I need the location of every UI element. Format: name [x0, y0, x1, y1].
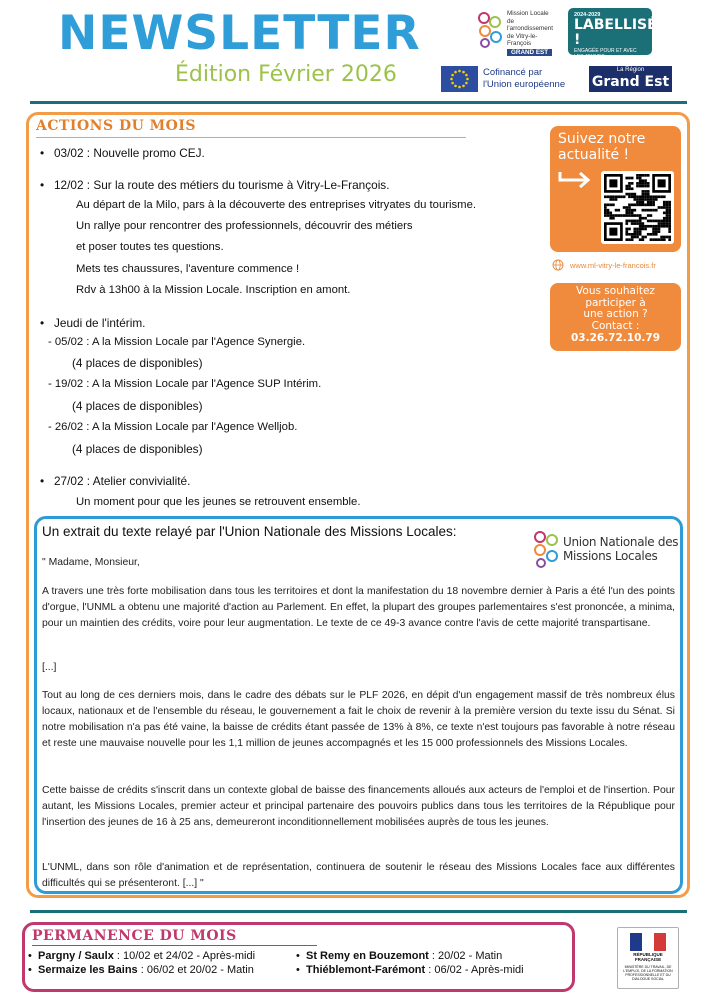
mission-locale-logo: [476, 10, 561, 56]
interim-suffix: .: [318, 378, 322, 390]
extrait-paragraph-2: Tout au long de ces derniers mois, dans le cadre des débats sur le PLF 2026, en dépit d'un engagement massif de très nombreux élus locaux, nationaux et de l'ensemble du réseau, le gouvernement a fait le choix de revenir à la première version du texte issu du Sénat. Si notre mobilisation n'a pas été vaine, la baisse de crédits étant passée de 13% à 8%, ce texte n'est toujours pas favorable à notre réseau et reste une mauvaise nouvelle pour les 1,1 million de jeunes accompagnés et les 15 000 professionnels des Missions Locales.: [42, 690, 675, 749]
globe-icon: [552, 259, 564, 271]
interim-prefix: - 19/02 : A la Mission Locale par l': [48, 378, 216, 390]
permanence-place: Pargny / Saulx: [38, 950, 114, 962]
bottom-divider: [30, 910, 687, 913]
labellise-label: LABELLISÉE !: [574, 17, 667, 48]
interim-line: [48, 336, 305, 348]
interim-line: [48, 378, 321, 390]
participate-line: participer à: [585, 296, 646, 309]
action-item-2: • 12/02 : Sur la route des métiers du tourisme à Vitry-Le-François.: [54, 178, 390, 192]
permanence-when: : 20/02 - Matin: [428, 950, 503, 962]
follow-line-1: Suivez notre: [558, 131, 646, 147]
extrait-paragraph-3: Cette baisse de crédits s'inscrit dans un contexte global de baisse des financements alloués aux acteurs de l'emploi et de l'insertion. Pour autant, les Missions Locales, premier acteur et principal partenaire des pouvoirs publics dans tous les territoires de la République pour l'insertion des jeunes de 16 à 25 ans, demeureront inconditionnellement mobilisées auprès de tous les jeunes.: [42, 785, 675, 828]
labellise-subtitle: ENGAGÉE POUR ET AVEC LES JEUNES: [574, 48, 637, 60]
contact-phone[interactable]: 03.26.72.10.79: [570, 332, 660, 344]
interim-places: (4 places de disponibles): [72, 399, 203, 413]
interim-agency: Agence Welljob: [215, 421, 295, 433]
labellise-years: 2024-2029: [574, 12, 601, 18]
permanence-item: [306, 950, 502, 962]
interim-places: (4 places de disponibles): [72, 442, 203, 456]
milo-line-3: de Vitry-le-François: [507, 32, 538, 47]
interim-prefix: - 26/02 : A la Mission Locale par l': [48, 421, 216, 433]
interim-prefix: - 05/02 : A la Mission Locale par l': [48, 336, 216, 348]
extrait-paragraph-1: A travers une très forte mobilisation dans tous les territoires et dont la manifestation du 18 novembre dernier à Paris a été l'un des points d'orgue, l'UNML a obtenu une majorité d'action au Parlement. En effet, la plupart des groupes parlementaires s'est prononcée, a minima, pour un maintien des crédits, voire pour leur augmentation. Le texte de ce 49-3 avance contre l'avis de cette majorité transpartisane.: [42, 586, 675, 629]
participate-line: une action ?: [583, 308, 648, 320]
permanence-place: Sermaize les Bains: [38, 964, 138, 976]
permanence-item: [306, 964, 524, 976]
region-line-1: La Région: [616, 67, 645, 73]
ministere-name: MINISTÈRE DU TRAVAIL, DE L'EMPLOI, DE LA FORMATION PROFESSIONNELLE ET DU DIALOGUE SOCIAL: [623, 965, 673, 981]
region-line-2: Grand Est: [591, 74, 670, 90]
actions-title: ACTIONS DU MOIS: [36, 118, 197, 134]
action-item-3: • Jeudi de l'intérim.: [54, 316, 145, 330]
labellise-badge: [568, 8, 667, 60]
top-divider: [30, 101, 687, 104]
follow-text: [558, 131, 645, 163]
permanence-place: Thiéblemont-Farémont: [306, 964, 426, 976]
qr-code-icon: [604, 174, 671, 241]
milo-badge: GRAND EST: [507, 49, 552, 57]
ministere-rf: RÉPUBLIQUE FRANÇAISE: [633, 952, 663, 962]
permanence-title-rule: [32, 945, 317, 946]
permanence-title: PERMANENCE DU MOIS: [32, 928, 237, 944]
actions-title-rule: [36, 137, 466, 138]
mission-locale-rings-icon: [476, 10, 504, 50]
french-flag-icon: [630, 933, 666, 951]
interim-agency: Agence SUP Intérim: [215, 378, 319, 390]
action-item-1: • 03/02 : Nouvelle promo CEJ.: [54, 146, 205, 160]
permanence-place: St Remy en Bouzemont: [306, 950, 429, 962]
unml-line-2: Missions Locales: [563, 548, 658, 563]
action-item-2-detail: Un rallye pour rencontrer des professionnels, découvrir des métiers: [76, 220, 413, 232]
website-link[interactable]: www.ml-vitry-le-francois.fr: [570, 261, 656, 270]
milo-line-1: Mission Locale: [507, 10, 549, 17]
qr-code[interactable]: [601, 171, 674, 244]
unml-line-1: Union Nationale des: [563, 535, 679, 549]
permanence-when: : 06/02 - Après-midi: [425, 964, 524, 976]
interim-agency: Agence Synergie: [215, 336, 302, 348]
action-item-4-detail: Un moment pour que les jeunes se retrouvent ensemble.: [76, 496, 361, 508]
participate-line: Contact :: [591, 319, 640, 332]
interim-places: (4 places de disponibles): [72, 356, 203, 370]
permanence-item: [38, 950, 255, 962]
action-item-2-detail: Au départ de la Milo, pars à la découverte des entreprises vitryates du tourisme.: [76, 199, 476, 211]
milo-line-2: de l'arrondissement: [507, 17, 553, 32]
eu-line-2: l'Union européenne: [483, 79, 566, 90]
ministere-logo: [617, 927, 679, 989]
interim-line: [48, 421, 297, 433]
permanence-when: : 06/02 et 20/02 - Matin: [137, 964, 254, 976]
follow-line-2: actualité !: [558, 147, 630, 163]
extrait-salutation: " Madame, Monsieur,: [42, 557, 140, 568]
eu-line-1: Cofinancé par: [483, 67, 543, 78]
extrait-ellipsis: [...]: [42, 662, 57, 673]
action-item-2-detail: et poser toutes tes questions.: [76, 241, 224, 253]
interim-suffix: .: [294, 421, 298, 433]
permanence-when: : 10/02 et 24/02 - Après-midi: [113, 950, 256, 962]
edition-subtitle: Édition Février 2026: [175, 62, 397, 87]
action-item-4: • 27/02 : Atelier convivialité.: [54, 474, 190, 488]
newsletter-title: NEWSLETTER: [58, 6, 421, 61]
participate-card: [550, 283, 681, 351]
permanence-item: [38, 964, 254, 976]
action-item-2-detail: Mets tes chaussures, l'aventure commence !: [76, 263, 300, 275]
eu-flag-icon: [441, 66, 478, 92]
extrait-paragraph-4: L'UNML, dans son rôle d'animation et de représentation, continuera de soutenir le réseau des Missions Locales face aux différentes difficultés qui se présenteront. [...] ": [42, 862, 675, 889]
participate-line: Vous souhaitez: [576, 285, 655, 297]
eu-cofunding-text: [483, 67, 565, 91]
region-grand-est-logo: [589, 66, 672, 92]
interim-suffix: .: [301, 336, 306, 348]
arrow-right-icon: [556, 164, 596, 194]
extrait-title: Un extrait du texte relayé par l'Union Nationale des Missions Locales:: [42, 524, 457, 539]
action-item-2-detail: Rdv à 13h00 à la Mission Locale. Inscription en amont.: [76, 284, 351, 296]
